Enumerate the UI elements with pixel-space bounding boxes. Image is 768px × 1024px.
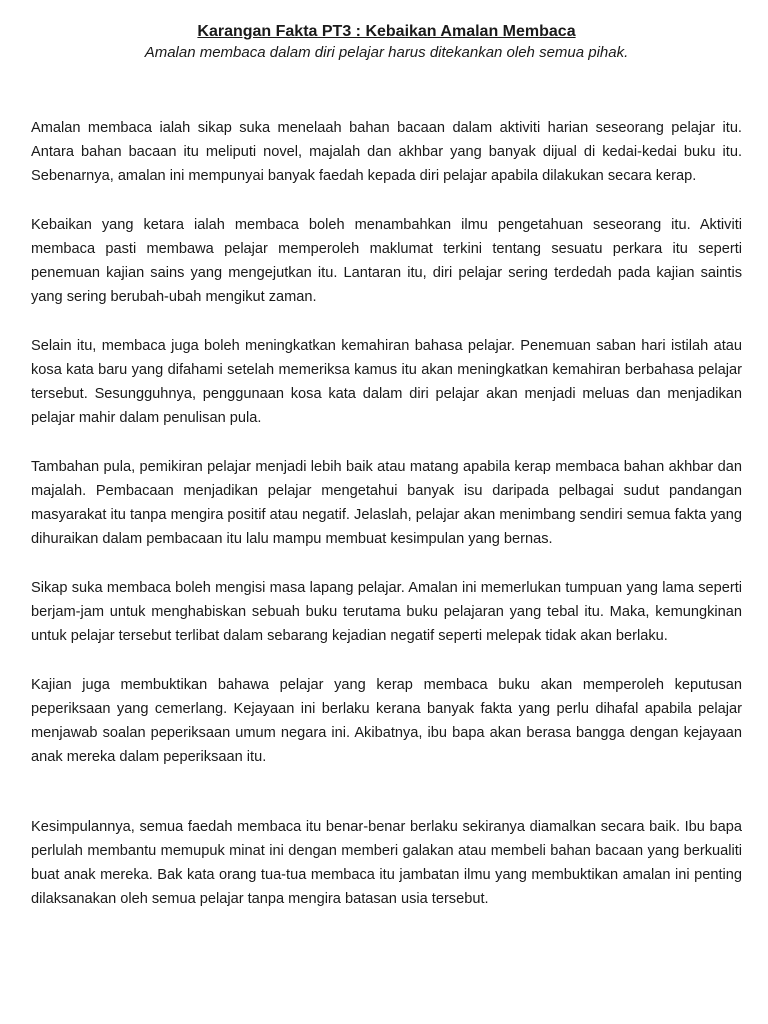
paragraph-point-3: Tambahan pula, pemikiran pelajar menjadi lebih baik atau matang apabila kerap membaca bahan akhbar dan majalah. Pembacaan menjadikan pelajar mengetahui banyak isu daripada pelbagai sudut pandangan masyarakat itu tanpa mengira positif atau negatif. Jelaslah, pelajar akan menimbang sendiri semua fakta yang dihuraikan dalam pembacaan itu lalu mampu membuat kesimpulan yang bernas. [31,459,742,547]
paragraph-point-4: Sikap suka membaca boleh mengisi masa lapang pelajar. Amalan ini memerlukan tumpuan yang lama seperti berjam-jam untuk menghabiskan sebuah buku terutama buku pelajaran yang tebal itu. Maka, kemungkinan untuk pelajar tersebut terlibat dalam sebarang kejadian negatif seperti melepak tidak akan berlaku. [31,580,742,644]
paragraph-point-2: Selain itu, membaca juga boleh meningkatkan kemahiran bahasa pelajar. Penemuan saban hari istilah atau kosa kata baru yang difahami setelah memeriksa kamus itu akan meningkatkan kemahiran berbahasa pelajar tersebut. Sesungguhnya, penggunaan kosa kata dalam diri pelajar akan menjadi meluas dan menjadikan pelajar mahir dalam penulisan pula. [31,338,742,426]
paragraph-conclusion: Kesimpulannya, semua faedah membaca itu benar-benar berlaku sekiranya diamalkan secara baik. Ibu bapa perlulah membantu memupuk minat ini dengan memberi galakan atau membeli bahan bacaan yang berkualiti buat anak mereka. Bak kata orang tua-tua membaca itu jambatan ilmu yang membuktikan amalan ini penting dilaksanakan oleh semua pelajar tanpa mengira batasan usia tersebut. [31,819,742,907]
paragraph-point-5: Kajian juga membuktikan bahawa pelajar yang kerap membaca buku akan memperoleh keputusan peperiksaan yang cemerlang. Kejayaan ini berlaku kerana banyak fakta yang perlu dihafal apabila pelajar menjawab soalan peperiksaan umum negara ini. Akibatnya, ibu bapa akan berasa bangga dengan kejayaan anak mereka dalam peperiksaan itu. [31,677,742,765]
essay-body [31,116,742,911]
paragraph-introduction: Amalan membaca ialah sikap suka menelaah bahan bacaan dalam aktiviti harian seseorang pelajar itu. Antara bahan bacaan itu meliputi novel, majalah dan akhbar yang banyak dijual di kedai-kedai buku itu. Sebenarnya, amalan ini mempunyai banyak faedah kepada diri pelajar apabila dilakukan secara kerap. [31,120,742,184]
document-subtitle: Amalan membaca dalam diri pelajar harus ditekankan oleh semua pihak. [144,44,629,61]
paragraph-point-1: Kebaikan yang ketara ialah membaca boleh menambahkan ilmu pengetahuan seseorang itu. Aktiviti membaca pasti membawa pelajar memperoleh maklumat terkini tentang sesuatu perkara itu seperti penemuan kajian sains yang mengejutkan itu. Lantaran itu, diri pelajar sering terdedah pada kajian saintis yang sering berubah-ubah mengikut zaman. [31,217,742,305]
document-title: Karangan Fakta PT3 : Kebaikan Amalan Membaca [197,23,576,40]
